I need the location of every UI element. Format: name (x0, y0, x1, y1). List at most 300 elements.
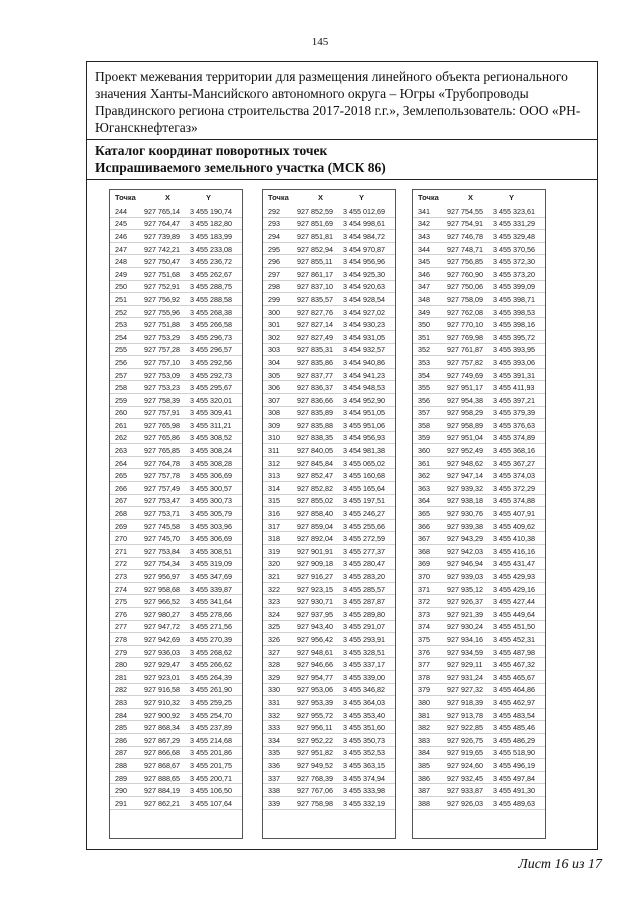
table-row (263, 369, 395, 382)
point-cell: 347 (418, 282, 430, 292)
point-cell: 382 (418, 723, 430, 733)
point-cell: 267 (115, 496, 127, 506)
column-point: Точка (268, 193, 289, 202)
y-cell: 3 454 998,61 (343, 219, 385, 229)
y-cell: 3 455 106,50 (190, 786, 232, 796)
table-row (263, 797, 395, 810)
point-cell: 298 (268, 282, 280, 292)
y-cell: 3 455 497,84 (493, 773, 535, 783)
table-row (110, 381, 242, 394)
point-cell: 370 (418, 572, 430, 582)
y-cell: 3 455 429,93 (493, 572, 535, 582)
table-row (413, 356, 545, 369)
table-row (263, 381, 395, 394)
point-cell: 315 (268, 496, 280, 506)
y-cell: 3 455 197,51 (343, 496, 385, 506)
point-cell: 295 (268, 244, 280, 254)
y-cell: 3 455 376,63 (493, 420, 535, 430)
y-cell: 3 455 278,66 (190, 609, 232, 619)
table-row (110, 255, 242, 268)
point-cell: 374 (418, 622, 430, 632)
point-cell: 285 (115, 723, 127, 733)
y-cell: 3 455 289,80 (343, 609, 385, 619)
column-point: Точка (115, 193, 136, 202)
table-row (263, 344, 395, 357)
table-row (413, 394, 545, 407)
x-cell: 927 862,21 (144, 798, 180, 808)
x-cell: 927 756,92 (144, 294, 180, 304)
coordinates-table-1 (109, 189, 243, 839)
table-row (110, 772, 242, 785)
y-cell: 3 455 370,56 (493, 244, 535, 254)
y-cell: 3 455 347,69 (190, 572, 232, 582)
x-cell: 927 739,89 (144, 231, 180, 241)
point-cell: 277 (115, 622, 127, 632)
point-cell: 353 (418, 357, 430, 367)
point-cell: 384 (418, 748, 430, 758)
point-cell: 372 (418, 597, 430, 607)
point-cell: 377 (418, 660, 430, 670)
table-row (110, 457, 242, 470)
table-row (110, 369, 242, 382)
x-cell: 927 835,57 (297, 294, 333, 304)
table-row (413, 318, 545, 331)
table-row (413, 747, 545, 760)
x-cell: 927 952,49 (447, 446, 483, 456)
x-cell: 927 765,86 (144, 433, 180, 443)
table-row (110, 595, 242, 608)
x-cell: 927 835,89 (297, 408, 333, 418)
y-cell: 3 454 981,38 (343, 446, 385, 456)
point-cell: 356 (418, 395, 430, 405)
x-cell: 927 757,49 (144, 483, 180, 493)
y-cell: 3 455 431,47 (493, 559, 535, 569)
table-row (413, 444, 545, 457)
y-cell: 3 455 391,31 (493, 370, 535, 380)
page-number: 145 (311, 36, 329, 48)
point-cell: 325 (268, 622, 280, 632)
y-cell: 3 454 925,30 (343, 269, 385, 279)
x-cell: 927 938,18 (447, 496, 483, 506)
y-cell: 3 455 329,48 (493, 231, 535, 241)
y-cell: 3 455 464,86 (493, 685, 535, 695)
x-cell: 927 755,96 (144, 307, 180, 317)
point-cell: 308 (268, 408, 280, 418)
point-cell: 322 (268, 584, 280, 594)
point-cell: 279 (115, 647, 127, 657)
x-cell: 927 943,40 (297, 622, 333, 632)
y-cell: 3 455 306,69 (190, 534, 232, 544)
table-header (110, 190, 242, 205)
point-cell: 361 (418, 458, 430, 468)
y-cell: 3 455 182,80 (190, 219, 232, 229)
x-cell: 927 758,09 (447, 294, 483, 304)
x-cell: 927 753,47 (144, 496, 180, 506)
x-cell: 927 827,76 (297, 307, 333, 317)
x-cell: 927 751,68 (144, 269, 180, 279)
point-cell: 376 (418, 647, 430, 657)
table-row (110, 734, 242, 747)
table-row (413, 621, 545, 634)
y-cell: 3 455 395,72 (493, 332, 535, 342)
y-cell: 3 455 190,74 (190, 206, 232, 216)
point-cell: 302 (268, 332, 280, 342)
point-cell: 319 (268, 546, 280, 556)
x-cell: 927 926,75 (447, 735, 483, 745)
x-cell: 927 951,82 (297, 748, 333, 758)
y-cell: 3 455 483,54 (493, 710, 535, 720)
y-cell: 3 454 941,23 (343, 370, 385, 380)
table-row (263, 621, 395, 634)
y-cell: 3 455 407,91 (493, 509, 535, 519)
point-cell: 268 (115, 509, 127, 519)
y-cell: 3 455 264,39 (190, 672, 232, 682)
point-cell: 366 (418, 521, 430, 531)
table-row (110, 621, 242, 634)
y-cell: 3 455 346,82 (343, 685, 385, 695)
table-row (110, 709, 242, 722)
x-cell: 927 958,89 (447, 420, 483, 430)
point-cell: 316 (268, 509, 280, 519)
x-cell: 927 745,70 (144, 534, 180, 544)
x-cell: 927 757,78 (144, 471, 180, 481)
x-cell: 927 852,59 (297, 206, 333, 216)
point-cell: 346 (418, 269, 430, 279)
table-row (413, 331, 545, 344)
x-cell: 927 754,55 (447, 206, 483, 216)
x-cell: 927 909,18 (297, 559, 333, 569)
table-row (413, 709, 545, 722)
y-cell: 3 455 268,38 (190, 307, 232, 317)
table-row (413, 432, 545, 445)
x-cell: 927 770,10 (447, 320, 483, 330)
table-row (263, 444, 395, 457)
point-cell: 253 (115, 320, 127, 330)
x-cell: 927 910,32 (144, 697, 180, 707)
y-cell: 3 455 107,64 (190, 798, 232, 808)
x-cell: 927 930,76 (447, 509, 483, 519)
table-row (110, 469, 242, 482)
y-cell: 3 455 332,19 (343, 798, 385, 808)
table-row (110, 797, 242, 810)
y-cell: 3 454 952,90 (343, 395, 385, 405)
y-cell: 3 455 337,17 (343, 660, 385, 670)
point-cell: 297 (268, 269, 280, 279)
y-cell: 3 455 246,27 (343, 509, 385, 519)
x-cell: 927 966,52 (144, 597, 180, 607)
x-cell: 927 764,78 (144, 458, 180, 468)
y-cell: 3 455 485,46 (493, 723, 535, 733)
x-cell: 927 948,61 (297, 647, 333, 657)
column-y: Y (359, 193, 365, 202)
x-cell: 927 933,87 (447, 786, 483, 796)
y-cell: 3 455 452,31 (493, 634, 535, 644)
point-cell: 294 (268, 231, 280, 241)
point-cell: 245 (115, 219, 127, 229)
x-cell: 927 757,28 (144, 345, 180, 355)
x-cell: 927 761,87 (447, 345, 483, 355)
point-cell: 317 (268, 521, 280, 531)
point-cell: 371 (418, 584, 430, 594)
y-cell: 3 455 399,09 (493, 282, 535, 292)
x-cell: 927 954,38 (447, 395, 483, 405)
x-cell: 927 930,71 (297, 597, 333, 607)
table-row (413, 243, 545, 256)
table-row (413, 633, 545, 646)
point-cell: 258 (115, 383, 127, 393)
y-cell: 3 455 518,90 (493, 748, 535, 758)
x-cell: 927 922,85 (447, 723, 483, 733)
y-cell: 3 455 262,67 (190, 269, 232, 279)
table-row (263, 419, 395, 432)
y-cell: 3 455 393,95 (493, 345, 535, 355)
y-cell: 3 455 308,51 (190, 546, 232, 556)
y-cell: 3 454 984,72 (343, 231, 385, 241)
table-row (110, 658, 242, 671)
y-cell: 3 455 333,98 (343, 786, 385, 796)
point-cell: 362 (418, 471, 430, 481)
x-cell: 927 754,34 (144, 559, 180, 569)
point-cell: 282 (115, 685, 127, 695)
table-row (413, 293, 545, 306)
point-cell: 343 (418, 231, 430, 241)
point-cell: 312 (268, 458, 280, 468)
point-cell: 260 (115, 408, 127, 418)
y-cell: 3 455 300,73 (190, 496, 232, 506)
table-row (110, 570, 242, 583)
table-row (263, 495, 395, 508)
x-cell: 927 956,11 (297, 723, 333, 733)
y-cell: 3 455 201,75 (190, 760, 232, 770)
y-cell: 3 455 486,29 (493, 735, 535, 745)
y-cell: 3 455 308,24 (190, 446, 232, 456)
x-cell: 927 892,04 (297, 534, 333, 544)
x-cell: 927 918,39 (447, 697, 483, 707)
x-cell: 927 768,39 (297, 773, 333, 783)
x-cell: 927 838,35 (297, 433, 333, 443)
table-row (263, 394, 395, 407)
y-cell: 3 455 372,30 (493, 257, 535, 267)
x-cell: 927 929,47 (144, 660, 180, 670)
y-cell: 3 455 489,63 (493, 798, 535, 808)
point-cell: 288 (115, 760, 127, 770)
x-cell: 927 837,10 (297, 282, 333, 292)
point-cell: 293 (268, 219, 280, 229)
y-cell: 3 455 012,69 (343, 206, 385, 216)
table-row (413, 595, 545, 608)
x-cell: 927 855,02 (297, 496, 333, 506)
y-cell: 3 455 266,62 (190, 660, 232, 670)
x-cell: 927 953,06 (297, 685, 333, 695)
x-cell: 927 753,29 (144, 332, 180, 342)
x-cell: 927 936,03 (144, 647, 180, 657)
table-row (263, 318, 395, 331)
y-cell: 3 455 295,67 (190, 383, 232, 393)
y-cell: 3 455 277,37 (343, 546, 385, 556)
table-row (110, 558, 242, 571)
x-cell: 927 757,10 (144, 357, 180, 367)
point-cell: 379 (418, 685, 430, 695)
point-cell: 321 (268, 572, 280, 582)
table-row (110, 696, 242, 709)
point-cell: 263 (115, 446, 127, 456)
y-cell: 3 455 266,58 (190, 320, 232, 330)
table-row (263, 721, 395, 734)
point-cell: 266 (115, 483, 127, 493)
table-row (263, 671, 395, 684)
table-row (110, 482, 242, 495)
table-row (110, 532, 242, 545)
table-row (110, 608, 242, 621)
table-row (413, 558, 545, 571)
point-cell: 368 (418, 546, 430, 556)
point-cell: 271 (115, 546, 127, 556)
x-cell: 927 754,91 (447, 219, 483, 229)
y-cell: 3 455 353,40 (343, 710, 385, 720)
point-cell: 387 (418, 786, 430, 796)
table-row (110, 684, 242, 697)
y-cell: 3 455 165,64 (343, 483, 385, 493)
y-cell: 3 455 397,21 (493, 395, 535, 405)
y-cell: 3 455 288,58 (190, 294, 232, 304)
y-cell: 3 455 292,56 (190, 357, 232, 367)
y-cell: 3 455 465,67 (493, 672, 535, 682)
point-cell: 336 (268, 760, 280, 770)
y-cell: 3 455 393,06 (493, 357, 535, 367)
table-row (110, 784, 242, 797)
y-cell: 3 455 272,59 (343, 534, 385, 544)
x-cell: 927 753,71 (144, 509, 180, 519)
x-cell: 927 750,47 (144, 257, 180, 267)
y-cell: 3 455 306,69 (190, 471, 232, 481)
point-cell: 363 (418, 483, 430, 493)
table-row (110, 520, 242, 533)
y-cell: 3 455 352,53 (343, 748, 385, 758)
point-cell: 273 (115, 572, 127, 582)
point-cell: 272 (115, 559, 127, 569)
y-cell: 3 454 927,02 (343, 307, 385, 317)
x-cell: 927 835,31 (297, 345, 333, 355)
x-cell: 927 942,03 (447, 546, 483, 556)
point-cell: 386 (418, 773, 430, 783)
y-cell: 3 455 449,64 (493, 609, 535, 619)
point-cell: 381 (418, 710, 430, 720)
catalog-title-line1: Каталог координат поворотных точек (95, 143, 328, 158)
x-cell: 927 827,49 (297, 332, 333, 342)
point-cell: 306 (268, 383, 280, 393)
y-cell: 3 455 308,52 (190, 433, 232, 443)
point-cell: 388 (418, 798, 430, 808)
y-cell: 3 455 160,68 (343, 471, 385, 481)
point-cell: 360 (418, 446, 430, 456)
point-cell: 332 (268, 710, 280, 720)
x-cell: 927 942,69 (144, 634, 180, 644)
x-cell: 927 932,45 (447, 773, 483, 783)
column-y: Y (206, 193, 212, 202)
y-cell: 3 455 467,32 (493, 660, 535, 670)
y-cell: 3 455 379,39 (493, 408, 535, 418)
x-cell: 927 746,78 (447, 231, 483, 241)
point-cell: 274 (115, 584, 127, 594)
y-cell: 3 455 214,68 (190, 735, 232, 745)
table-row (110, 419, 242, 432)
table-row (110, 306, 242, 319)
y-cell: 3 455 372,29 (493, 483, 535, 493)
x-cell: 927 951,04 (447, 433, 483, 443)
point-cell: 314 (268, 483, 280, 493)
point-cell: 323 (268, 597, 280, 607)
x-cell: 927 868,67 (144, 760, 180, 770)
y-cell: 3 455 285,57 (343, 584, 385, 594)
y-cell: 3 455 363,15 (343, 760, 385, 770)
x-cell: 927 764,47 (144, 219, 180, 229)
point-cell: 265 (115, 471, 127, 481)
point-cell: 357 (418, 408, 430, 418)
table-row (110, 545, 242, 558)
table-row (413, 721, 545, 734)
point-cell: 365 (418, 509, 430, 519)
point-cell: 259 (115, 395, 127, 405)
y-cell: 3 454 956,93 (343, 433, 385, 443)
point-cell: 283 (115, 697, 127, 707)
coordinates-table-3 (412, 189, 546, 839)
table-row (263, 558, 395, 571)
x-cell: 927 851,81 (297, 231, 333, 241)
point-cell: 385 (418, 760, 430, 770)
x-cell: 927 757,91 (144, 408, 180, 418)
x-cell: 927 765,98 (144, 420, 180, 430)
y-cell: 3 455 271,56 (190, 622, 232, 632)
table-row (413, 268, 545, 281)
table-row (110, 318, 242, 331)
point-cell: 320 (268, 559, 280, 569)
y-cell: 3 455 339,87 (190, 584, 232, 594)
table-row (263, 759, 395, 772)
y-cell: 3 455 328,51 (343, 647, 385, 657)
x-cell: 927 837,77 (297, 370, 333, 380)
y-cell: 3 455 462,97 (493, 697, 535, 707)
y-cell: 3 455 233,08 (190, 244, 232, 254)
point-cell: 324 (268, 609, 280, 619)
x-cell: 927 749,69 (447, 370, 483, 380)
y-cell: 3 454 970,87 (343, 244, 385, 254)
point-cell: 305 (268, 370, 280, 380)
y-cell: 3 455 236,72 (190, 257, 232, 267)
x-cell: 927 953,39 (297, 697, 333, 707)
point-cell: 341 (418, 206, 430, 216)
divider (87, 139, 597, 140)
table-row (413, 381, 545, 394)
y-cell: 3 455 259,25 (190, 697, 232, 707)
y-cell: 3 455 201,86 (190, 748, 232, 758)
x-cell: 927 935,12 (447, 584, 483, 594)
x-cell: 927 924,60 (447, 760, 483, 770)
y-cell: 3 455 487,98 (493, 647, 535, 657)
project-header: Проект межевания территории для размещения линейного объекта регионального значения Ханты-Мансийского автономного округа – Югры «Трубопроводы Правдинского региона строительства 2017-2018 г.г.», Землепользователь: ООО «РН-Юганскнефтегаз» (95, 69, 581, 135)
point-cell: 367 (418, 534, 430, 544)
x-cell: 927 919,65 (447, 748, 483, 758)
table-row (110, 671, 242, 684)
point-cell: 331 (268, 697, 280, 707)
y-cell: 3 455 255,66 (343, 521, 385, 531)
table-row (263, 243, 395, 256)
y-cell: 3 455 065,02 (343, 458, 385, 468)
x-cell: 927 923,15 (297, 584, 333, 594)
x-cell: 927 852,82 (297, 483, 333, 493)
table-row (413, 570, 545, 583)
point-cell: 256 (115, 357, 127, 367)
x-cell: 927 868,34 (144, 723, 180, 733)
